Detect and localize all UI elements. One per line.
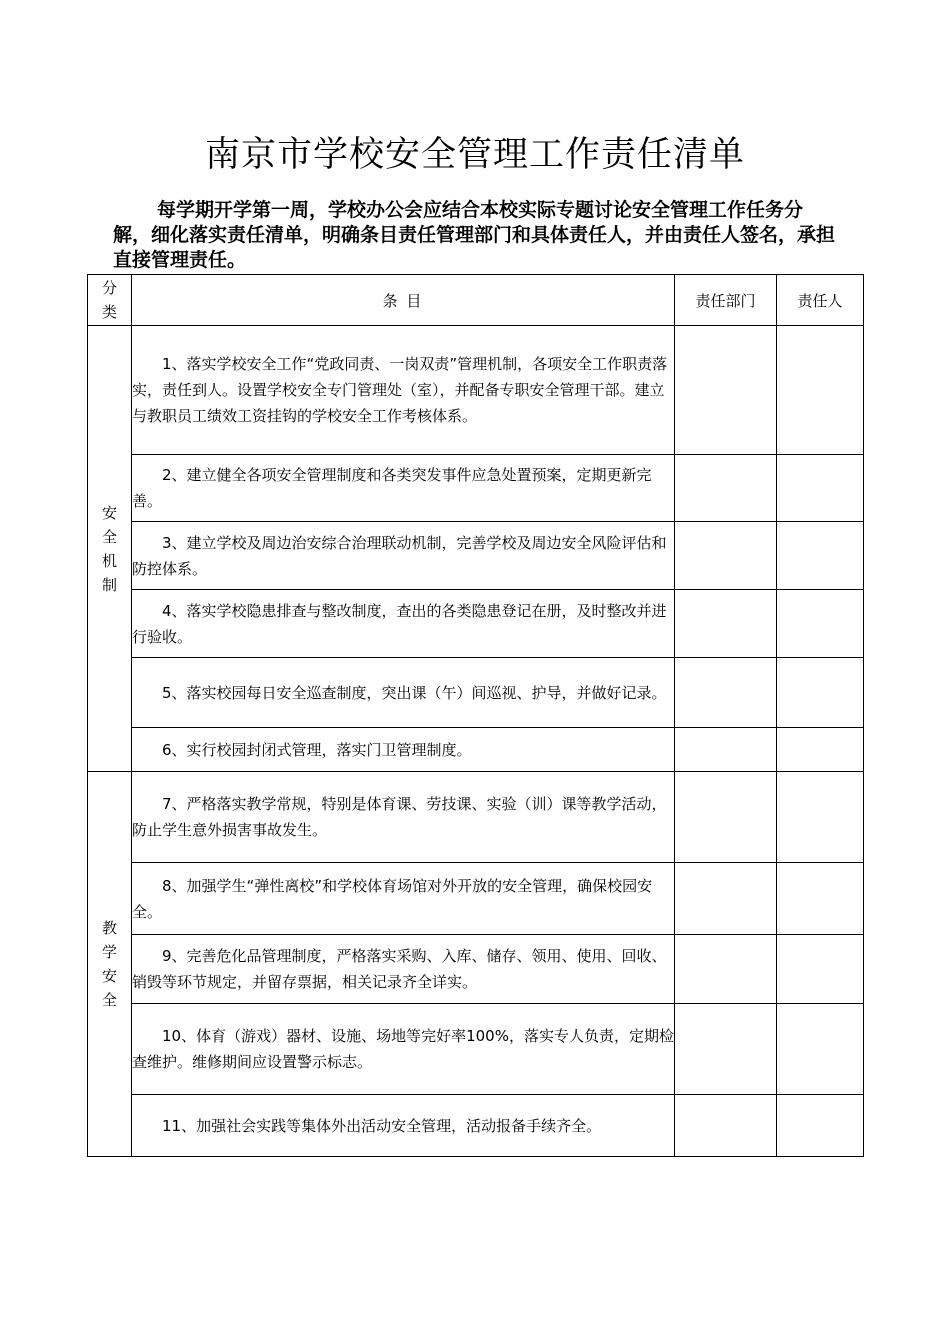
person-cell[interactable] bbox=[777, 935, 864, 1004]
department-cell[interactable] bbox=[675, 522, 777, 590]
table-row bbox=[88, 863, 864, 935]
item-cell: 1、落实学校安全工作“党政同责、一岗双责”管理机制，各项安全工作职责落实，责任到人。设置学校安全专门管理处（室），并配备专职安全管理干部。建立与教职员工绩效工资挂钩的学校安全工作考核体系。 bbox=[132, 326, 675, 455]
table-row bbox=[88, 935, 864, 1004]
item-cell: 7、严格落实教学常规，特别是体育课、劳技课、实验（训）课等教学活动，防止学生意外损害事故发生。 bbox=[132, 772, 675, 863]
table-row bbox=[88, 326, 864, 455]
department-cell[interactable] bbox=[675, 935, 777, 1004]
person-cell[interactable] bbox=[777, 1004, 864, 1095]
item-cell: 6、实行校园封闭式管理，落实门卫管理制度。 bbox=[132, 728, 675, 772]
department-cell[interactable] bbox=[675, 658, 777, 728]
person-cell[interactable] bbox=[777, 590, 864, 658]
person-cell[interactable] bbox=[777, 658, 864, 728]
item-cell: 5、落实校园每日安全巡查制度，突出课（午）间巡视、护导，并做好记录。 bbox=[132, 658, 675, 728]
intro-paragraph: 每学期开学第一周，学校办公会应结合本校实际专题讨论安全管理工作任务分解，细化落实责任清单，明确条目责任管理部门和具体责任人，并由责任人签名，承担直接管理责任。 bbox=[113, 199, 836, 271]
department-cell[interactable] bbox=[675, 455, 777, 522]
table-row bbox=[88, 772, 864, 863]
table-row bbox=[88, 522, 864, 590]
table-row bbox=[88, 455, 864, 522]
table-row bbox=[88, 1095, 864, 1157]
person-cell[interactable] bbox=[777, 522, 864, 590]
item-cell: 3、建立学校及周边治安综合治理联动机制，完善学校及周边安全风险评估和防控体系。 bbox=[132, 522, 675, 590]
header-department: 责任部门 bbox=[675, 275, 777, 326]
item-cell: 11、加强社会实践等集体外出活动安全管理，活动报备手续齐全。 bbox=[132, 1095, 675, 1157]
document-title: 南京市学校安全管理工作责任清单 bbox=[204, 135, 745, 175]
responsibility-table bbox=[87, 274, 864, 1157]
table-row bbox=[88, 728, 864, 772]
table-row bbox=[88, 1004, 864, 1095]
department-cell[interactable] bbox=[675, 590, 777, 658]
person-cell[interactable] bbox=[777, 863, 864, 935]
person-cell[interactable] bbox=[777, 772, 864, 863]
table-row bbox=[88, 658, 864, 728]
header-item: 条 目 bbox=[132, 275, 675, 326]
department-cell[interactable] bbox=[675, 326, 777, 455]
person-cell[interactable] bbox=[777, 1095, 864, 1157]
person-cell[interactable] bbox=[777, 455, 864, 522]
department-cell[interactable] bbox=[675, 772, 777, 863]
table-row bbox=[88, 590, 864, 658]
table-header-row bbox=[88, 275, 864, 326]
item-cell: 10、体育（游戏）器材、设施、场地等完好率100%，落实专人负责，定期检查维护。维修期间应设置警示标志。 bbox=[132, 1004, 675, 1095]
person-cell[interactable] bbox=[777, 326, 864, 455]
header-person: 责任人 bbox=[777, 275, 864, 326]
category-cell: 教学安全 bbox=[88, 772, 132, 1157]
item-cell: 2、建立健全各项安全管理制度和各类突发事件应急处置预案，定期更新完善。 bbox=[132, 455, 675, 522]
header-category: 分类 bbox=[88, 275, 132, 326]
department-cell[interactable] bbox=[675, 863, 777, 935]
item-cell: 9、完善危化品管理制度，严格落实采购、入库、储存、领用、使用、回收、销毁等环节规定，并留存票据，相关记录齐全详实。 bbox=[132, 935, 675, 1004]
item-cell: 4、落实学校隐患排查与整改制度，查出的各类隐患登记在册，及时整改并进行验收。 bbox=[132, 590, 675, 658]
department-cell[interactable] bbox=[675, 728, 777, 772]
department-cell[interactable] bbox=[675, 1095, 777, 1157]
department-cell[interactable] bbox=[675, 1004, 777, 1095]
item-cell: 8、加强学生“弹性离校”和学校体育场馆对外开放的安全管理，确保校园安全。 bbox=[132, 863, 675, 935]
category-cell: 安全机制 bbox=[88, 326, 132, 772]
person-cell[interactable] bbox=[777, 728, 864, 772]
